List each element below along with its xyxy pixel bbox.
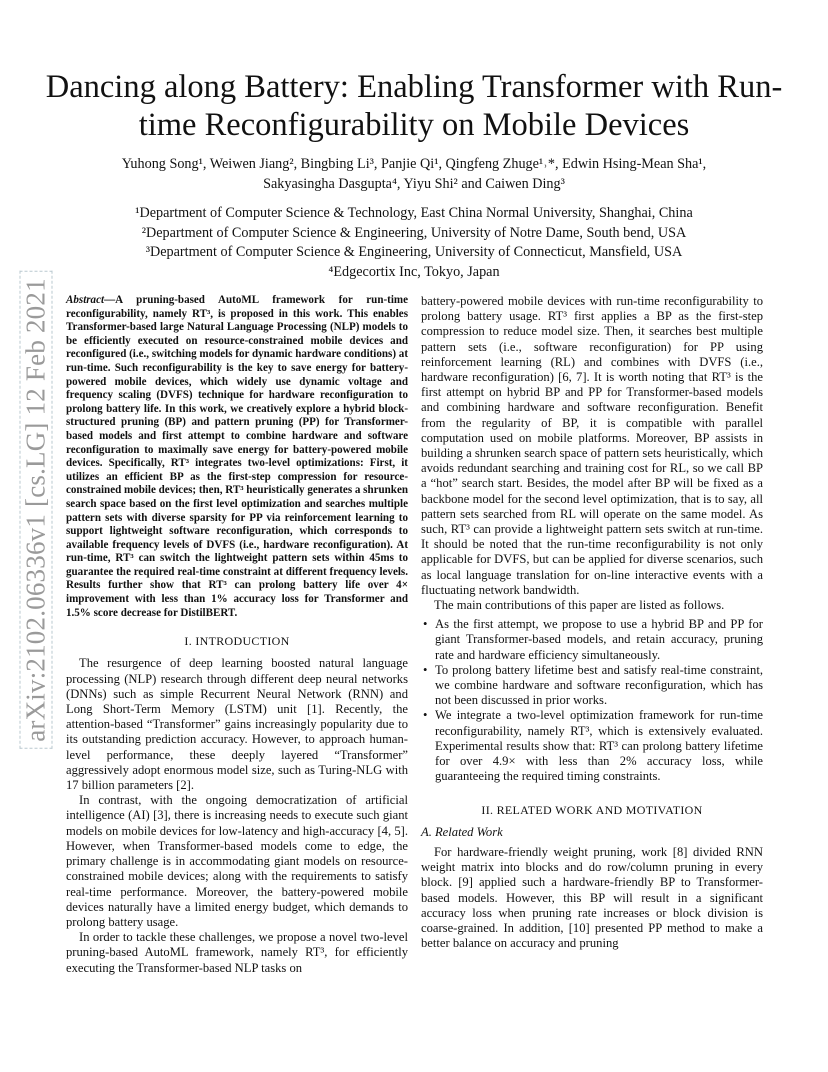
right-paragraph-1: battery-powered mobile devices with run-time reconfigurability to prolong battery usage. RT³ first applies a BP as the first-step compression to reduce model size. Then, it searches best multiple pattern sets (i.e., software reconfiguration) for PP using reinforcement learning (RL) and combines with DVFS (i.e., hardware reconfiguration) [6, 7]. It is worth noting that RT³ is the first attempt on hybrid BP and PP for Transformer-based models and combining hardware and software reconfiguration. Benefit from the regularity of BP, it is compatible with parallel computation used on mobile platforms. Moreover, BP assists in building a shrunken search space of pattern sets heuristically, which avoids redundant searching and training cost for RL, so we call BP a “hot” search start. Besides, the model after BP will be fixed as a backbone model for the second level optimization, that is to say, all pattern sets searched from RL will operate on the same model. As such, RT³ can provide a lightweight pattern sets switch at run-time. It should be noted that the run-time reconfigurability is not only applicable for DVFS, but can be applied for diverse scenarios, such as local language translation for on-line interactive events with a fluctuating network bandwidth.: [421, 294, 763, 597]
related-paragraph-1: For hardware-friendly weight pruning, work [8] divided RNN weight matrix into blocks and do row/column pruning in every block. [9] applied such a hardware-friendly BP to Transformer-based models. However, this BP will result in a significant accuracy loss when pruning rate increases or block division is coarse-grained. In addition, [10] presented PP method to make a better balance on accuracy and pruning: [421, 844, 763, 951]
paper-title: Dancing along Battery: Enabling Transformer with Run-time Reconfigurability on Mobile Devices: [45, 69, 783, 143]
intro-paragraph-3: In order to tackle these challenges, we propose a novel two-level pruning-based AutoML framework, namely RT³, for efficiently executing the Transformer-based NLP tasks on: [66, 930, 408, 975]
subsection-heading-related-work: A. Related Work: [421, 824, 503, 839]
affiliation-2: ²Department of Computer Science & Engineering, University of Notre Dame, South bend, USA: [141, 224, 687, 241]
section-heading-related-work: II. RELATED WORK AND MOTIVATION: [481, 802, 703, 817]
contributions-intro: The main contributions of this paper are listed as follows.: [434, 598, 725, 613]
abstract-text: —A pruning-based AutoML framework for run-time reconfigurability, namely RT³, is proposed in this work. This enables Transformer-based large Natural Language Processing (NLP) models to be efficiently executed on resource-constrained mobile devices and reconfigured (i.e., switching models for dynamic hardware conditions) at run-time. Such reconfigurability is the key to save energy for battery-powered mobile devices, which widely use dynamic voltage and frequency scaling (DVFS) technique for hardware reconfiguration to prolong battery life. In this work, we creatively explore a hybrid block-structured pruning (BP) and pattern pruning (PP) for Transformer-based models and first attempt to combine hardware and software reconfiguration to maximally save energy for battery-powered mobile devices. Specifically, RT³ integrates two-level optimizations: First, it utilizes an efficient BP as the first-step compression for resource-constrained mobile devices; then, RT³ heuristically generates a shrunken search space based on the first level optimization and searches multiple pattern sets with diverse sparsity for PP via reinforcement learning to support lightweight software reconfiguration, which corresponds to available frequency levels of DVFS (i.e., hardware reconfiguration). At run-time, RT³ can switch the lightweight pattern sets within 45ms to guarantee the required real-time constraint at different frequency levels. Results further show that RT³ can prolong battery life over 4× improvement with less than 1% accuracy loss for Transformer and 1.5% score decrease for DistilBERT.: [66, 294, 408, 619]
arxiv-stamp: [16, 260, 56, 760]
contribution-item: • We integrate a two-level optimization framework for run-time reconfigurability, namely RT³, which is extensively evaluated. Experimental results show that: RT³ can prolong battery lifetime for over 4.9× with less than 2% accuracy loss, while guaranteeing the required timing constraints.: [435, 708, 763, 784]
abstract-lead: Abstract: [66, 294, 105, 306]
affiliations: [80, 204, 748, 282]
section-heading-introduction: I. INTRODUCTION: [184, 634, 290, 649]
intro-paragraph-2: In contrast, with the ongoing democratization of artificial intelligence (AI) [3], there is increasing needs to execute such giant models on mobile devices for low-latency and high-accuracy [4, 5]. However, when Transformer-based models come to edge, the primary challenge is in accommodating giant models on resource-constrained mobile devices; along with the requirements to satisfy real-time performance. Moreover, the battery-powered mobile devices naturally have a limited energy budget, which demands to prolong battery usage.: [66, 793, 408, 929]
abstract: [66, 294, 408, 620]
left-column: [66, 294, 408, 976]
author-list: [80, 154, 748, 194]
right-column: [421, 294, 763, 951]
contribution-item: • To prolong battery lifetime best and satisfy real-time constraint, we combine hardware and software reconfiguration, which has not been discussed in prior works.: [435, 663, 763, 709]
affiliation-1: ¹Department of Computer Science & Technology, East China Normal University, Shanghai, China: [135, 205, 693, 221]
affiliation-3: ³Department of Computer Science & Engineering, University of Connecticut, Mansfield, USA: [145, 244, 683, 260]
arxiv-stamp-text: arXiv:2102.06336v1 [cs.LG] 12 Feb 2021: [20, 271, 53, 749]
affiliation-4: ⁴Edgecortix Inc, Tokyo, Japan: [328, 263, 500, 280]
contribution-item: • As the first attempt, we propose to use a hybrid BP and PP for giant Transformer-based models, and retain accuracy, pruning rate and hardware efficiency simultaneously.: [435, 617, 763, 663]
authors-line-1: Yuhong Song¹, Weiwen Jiang², Bingbing Li³, Panjie Qi¹, Qingfeng Zhuge¹˒*, Edwin Hsing-Mean Sha¹,: [121, 156, 707, 172]
authors-line-2: Sakyasingha Dasgupta⁴, Yiyu Shi² and Caiwen Ding³: [263, 176, 565, 192]
contributions-list: [421, 617, 763, 784]
intro-paragraph-1: The resurgence of deep learning boosted natural language processing (NLP) research through different deep neural networks (DNNs) such as simple Recurrent Neural Network (RNN) and Long Short-Term Memory (LSTM) unit [1]. Recently, the attention-based “Transformer” gains increasingly popularity due to its outstanding prediction accuracy. However, to approach human-level performance, these deeply layered “Transformer” aggressively adopt enormous model size, such as Turing-NLG with 17 billion parameters [2].: [66, 656, 408, 793]
